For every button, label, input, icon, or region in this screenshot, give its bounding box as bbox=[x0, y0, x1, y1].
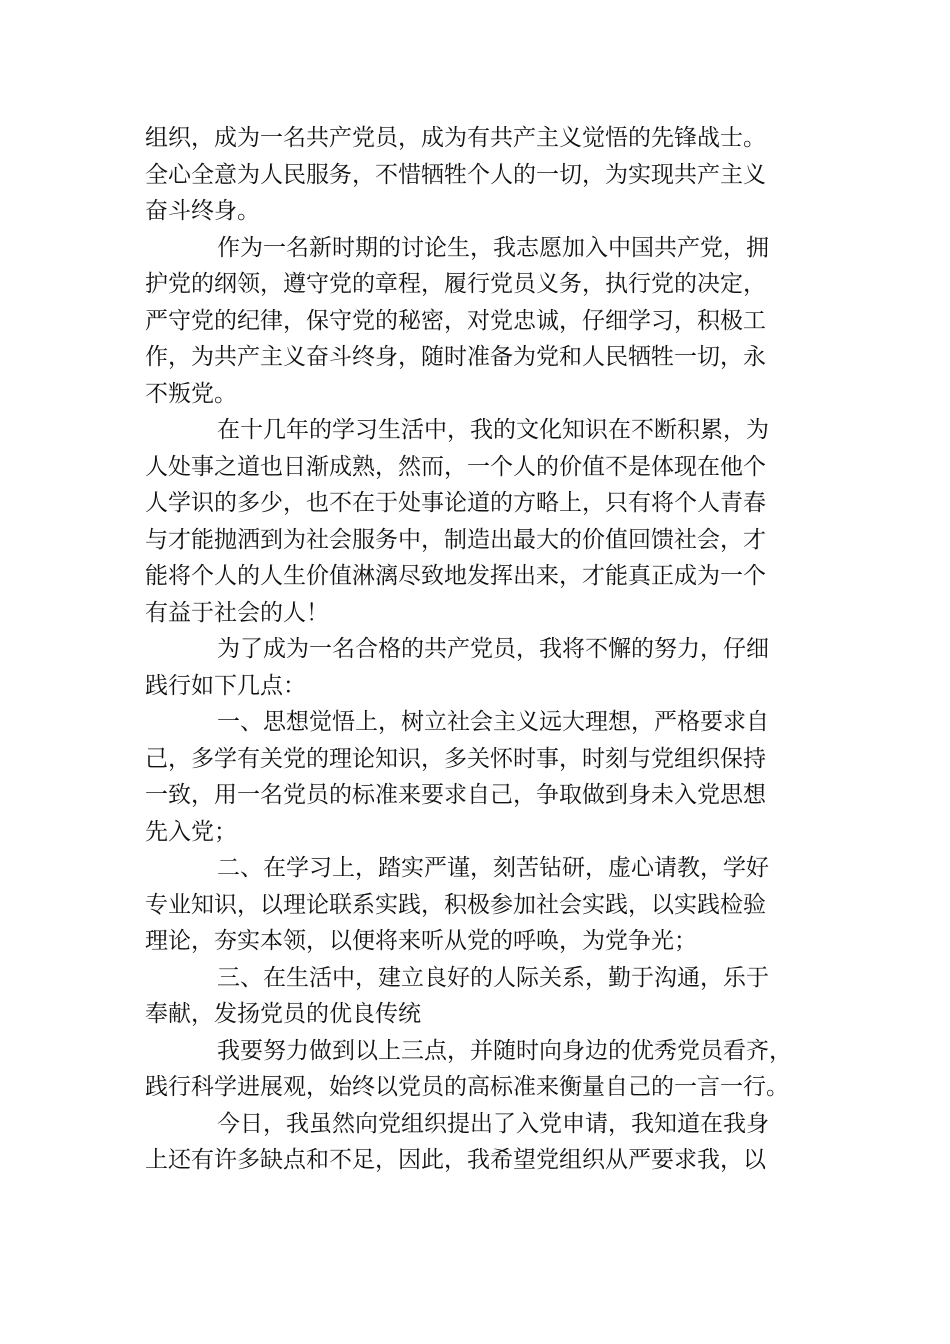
paragraph bbox=[145, 631, 805, 704]
text-line: 有益于社会的人！ bbox=[145, 599, 329, 626]
text-line: 上还有许多缺点和不足，因此，我希望党组织从严要求我，以 bbox=[145, 1147, 766, 1173]
text-line: 己，多学有关党的理论知识，多关怀时事，时刻与党组织保持 bbox=[145, 745, 766, 772]
text-line: 在十几年的学习生活中，我的文化知识在不断积累，为 bbox=[217, 417, 769, 443]
text-line: 践行如下几点： bbox=[145, 672, 306, 699]
text-line: 我要努力做到以上三点，并随时向身边的优秀党员看齐， bbox=[217, 1037, 792, 1064]
text-line: 组织，成为一名共产党员，成为有共产主义觉悟的先锋战士。 bbox=[145, 125, 766, 151]
text-line: 二、在学习上，踏实严谨，刻苦钻研，虚心请教，学好 bbox=[217, 855, 769, 881]
text-line: 全心全意为人民服务，不惜牺牲个人的一切，为实现共产主义 bbox=[145, 161, 766, 188]
text-line: 一致，用一名党员的标准来要求自己，争取做到身未入党思想 bbox=[145, 782, 766, 808]
text-line: 人学识的多少，也不在于处事论道的方略上，只有将个人青春 bbox=[145, 490, 766, 516]
text-line: 先入党； bbox=[145, 818, 237, 845]
text-line: 与才能抛洒到为社会服务中，制造出最大的价值回馈社会，才 bbox=[145, 526, 766, 553]
text-line: 为了成为一名合格的共产党员，我将不懈的努力，仔细 bbox=[217, 636, 769, 662]
text-line: 严守党的纪律，保守党的秘密，对党忠诚，仔细学习，积极工 bbox=[145, 307, 766, 334]
text-line: 奉献，发扬党员的优良传统 bbox=[145, 1001, 421, 1027]
text-line: 今日，我虽然向党组织提出了入党申请，我知道在我身 bbox=[217, 1110, 769, 1137]
text-line: 作，为共产主义奋斗终身，随时准备为党和人民牺牲一切，永 bbox=[145, 344, 766, 370]
paragraph bbox=[145, 1106, 805, 1179]
text-line: 人处事之道也日渐成熟，然而，一个人的价值不是体现在他个 bbox=[145, 453, 766, 480]
document-body bbox=[145, 120, 805, 1179]
paragraph bbox=[145, 120, 805, 230]
text-line: 奋斗终身。 bbox=[145, 198, 260, 224]
text-line: 作为一名新时期的讨论生，我志愿加入中国共产党，拥 bbox=[217, 234, 769, 261]
paragraph bbox=[145, 960, 805, 1033]
paragraph bbox=[145, 1033, 805, 1106]
text-line: 不叛党。 bbox=[145, 380, 237, 407]
paragraph bbox=[145, 704, 805, 850]
paragraph bbox=[145, 230, 805, 413]
text-line: 践行科学进展观，始终以党员的高标准来衡量自己的一言一行。 bbox=[145, 1074, 789, 1100]
text-line: 护党的纲领，遵守党的章程，履行党员义务，执行党的决定， bbox=[145, 271, 766, 297]
text-line: 三、在生活中，建立良好的人际关系，勤于沟通，乐于 bbox=[217, 964, 769, 991]
text-line: 一、思想觉悟上，树立社会主义远大理想，严格要求自 bbox=[217, 709, 769, 735]
paragraph bbox=[145, 412, 805, 631]
text-line: 理论，夯实本领，以便将来听从党的呼唤，为党争光； bbox=[145, 928, 697, 954]
text-line: 专业知识，以理论联系实践，积极参加社会实践，以实践检验 bbox=[145, 891, 766, 918]
paragraph bbox=[145, 850, 805, 960]
text-line: 能将个人的人生价值淋漓尽致地发挥出来，才能真正成为一个 bbox=[145, 563, 766, 589]
